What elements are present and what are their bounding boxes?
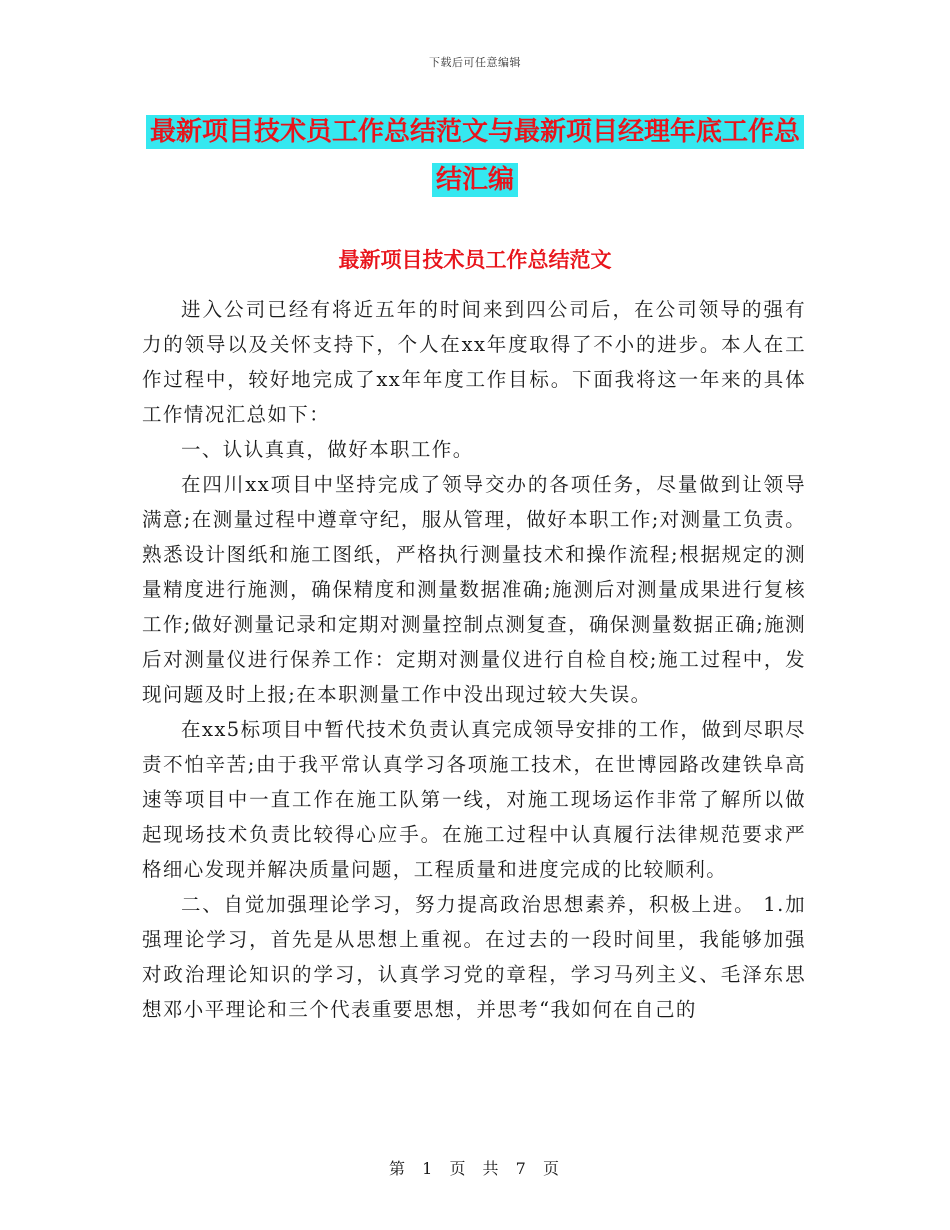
footer-total-pages: 7 xyxy=(515,1159,528,1178)
paragraph: 进入公司已经有将近五年的时间来到四公司后，在公司领导的强有力的领导以及关怀支持下，个人在xx年度取得了不小的进步。本人在工作过程中，较好地完成了xx年年度工作目标。下面我将这一年来的具体工作情况汇总如下： xyxy=(142,298,806,426)
document-title xyxy=(140,108,810,204)
section-title: 最新项目技术员工作总结范文 xyxy=(338,247,612,272)
paragraph: 在xx5标项目中暂代技术负责认真完成领导安排的工作，做到尽职尽责不怕辛苦;由于我平常认真学习各项施工技术，在世博园路改建铁阜高速等项目中一直工作在施工队第一线，对施工现场运作非常了解所以做起现场技术负责比较得心应手。在施工过程中认真履行法律规范要求严格细心发现并解决质量问题，工程质量和进度完成的比较顺利。 xyxy=(142,718,806,881)
page-footer xyxy=(0,1156,950,1179)
footer-suffix: 页 xyxy=(542,1159,561,1178)
paragraph: 一、认认真真，做好本职工作。 xyxy=(181,438,474,461)
header-note: 下载后可任意编辑 xyxy=(429,56,521,69)
paragraph: 二、自觉加强理论学习，努力提高政治思想素养，积极上进。 1.加强理论学习，首先是从思想上重视。在过去的一段时间里，我能够加强对政治理论知识的学习，认真学习党的章程，学习马列主义、毛泽东思想邓小平理论和三个代表重要思想，并思考“我如何在自己的 xyxy=(142,893,806,1021)
footer-total-prefix: 共 xyxy=(482,1159,501,1178)
footer-prefix: 第 xyxy=(389,1159,408,1178)
document-title-text: 最新项目技术员工作总结范文与最新项目经理年底工作总结汇编 xyxy=(146,115,804,197)
document-body xyxy=(142,292,806,1027)
footer-page-word: 页 xyxy=(449,1159,468,1178)
footer-page-number: 1 xyxy=(422,1159,435,1178)
paragraph: 在四川xx项目中坚持完成了领导交办的各项任务，尽量做到让领导满意;在测量过程中遵章守纪，服从管理，做好本职工作;对测量工负责。熟悉设计图纸和施工图纸，严格执行测量技术和操作流程;根据规定的测量精度进行施测，确保精度和测量数据准确;施测后对测量成果进行复核工作;做好测量记录和定期对测量控制点测复查，确保测量数据正确;施测后对测量仪进行保养工作：定期对测量仪进行自检自校;施工过程中，发现问题及时上报;在本职测量工作中没出现过较大失误。 xyxy=(142,473,806,706)
